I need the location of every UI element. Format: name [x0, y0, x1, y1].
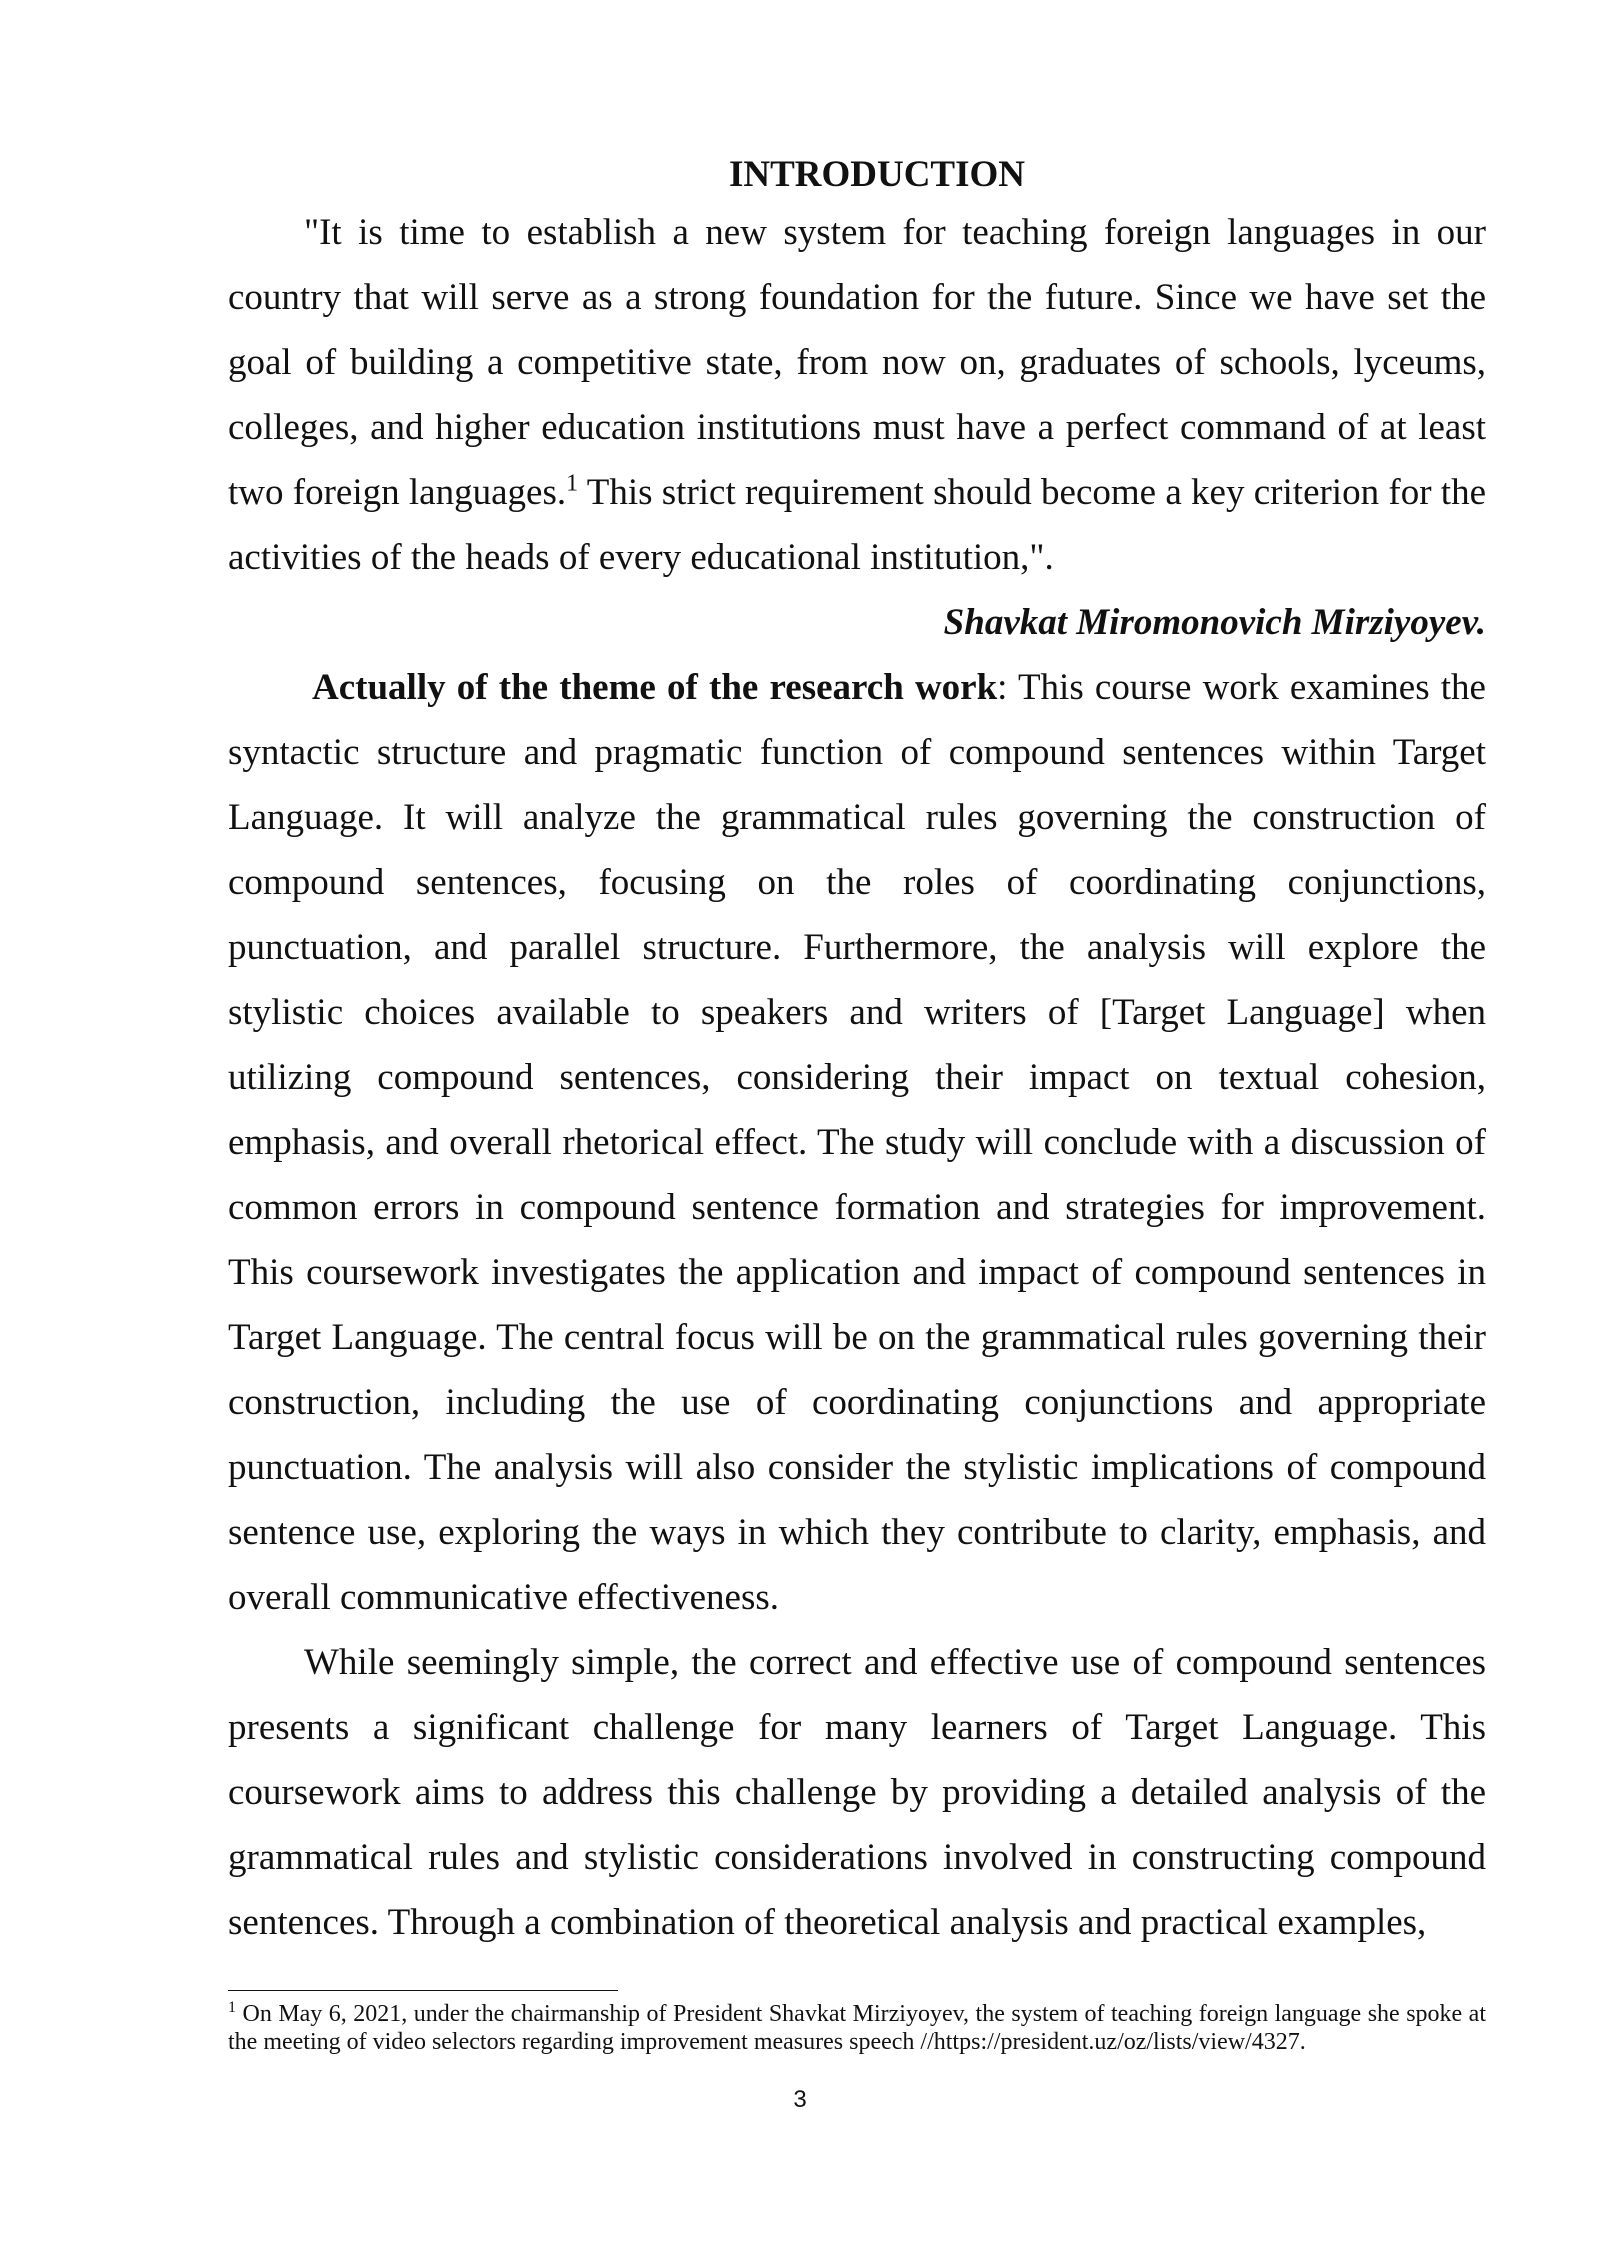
footnote-marker: 1 — [228, 1999, 236, 2016]
quote-text-part1: "It is time to establish a new system for teaching foreign languages in our country that will serve as a strong foundation for the future. Since we have set the goal of building a competitive state, from now on, graduates of schools, lyceums, colleges, and higher education institutions must have a perfect command of at least two foreign languages. — [228, 212, 1486, 513]
quote-author: Shavkat Miromonovich Mirziyoyev. — [943, 602, 1486, 643]
opening-quote — [228, 200, 1486, 590]
page-number: 3 — [793, 2086, 807, 2113]
page-body — [228, 150, 1486, 1955]
actuality-text: : This course work examines the syntactic structure and pragmatic function of compound sentences within Target Language. It will analyze the grammatical rules governing the construction of compound sentences, focusing on the roles of coordinating conjunctions, punctuation, and parallel structure. Furthermore, the analysis will explore the stylistic choices available to speakers and writers of [Target Language] when utilizing compound sentences, considering their impact on textual cohesion, emphasis, and overall rhetorical effect. The study will conclude with a discussion of common errors in compound sentence formation and strategies for improvement. This coursework investigates the application and impact of compound sentences in Target Language. The central focus will be on the grammatical rules governing their construction, including the use of coordinating conjunctions and appropriate punctuation. The analysis will also consider the stylistic implications of compound sentence use, exploring the ways in which they contribute to clarity, emphasis, and overall communicative effectiveness. — [228, 667, 1486, 1618]
actuality-label: Actually of the theme of the research work — [312, 667, 998, 708]
footnote-reference[interactable]: 1 — [566, 470, 579, 497]
actuality-paragraph — [228, 655, 1486, 1630]
quote-text-part2: This strict requirement should become a key criterion for the activities of the heads of every educational institution,". — [228, 472, 1486, 578]
challenge-paragraph: While seemingly simple, the correct and effective use of compound sentences presents a significant challenge for many learners of Target Language. This coursework aims to address this challenge by providing a detailed analysis of the grammatical rules and stylistic considerations involved in constructing compound sentences. Through a combination of theoretical analysis and practical examples, — [228, 1642, 1486, 1943]
footnote-text: On May 6, 2021, under the chairmanship of President Shavkat Mirziyoyev, the system of teaching foreign language she spoke at the meeting of video selectors regarding improvement measures speech //https://president.uz/oz/lists/view/4327. — [228, 2001, 1486, 2055]
footnote-divider — [228, 1990, 618, 1991]
footnote — [228, 2000, 1486, 2056]
section-heading: INTRODUCTION — [728, 154, 1026, 195]
